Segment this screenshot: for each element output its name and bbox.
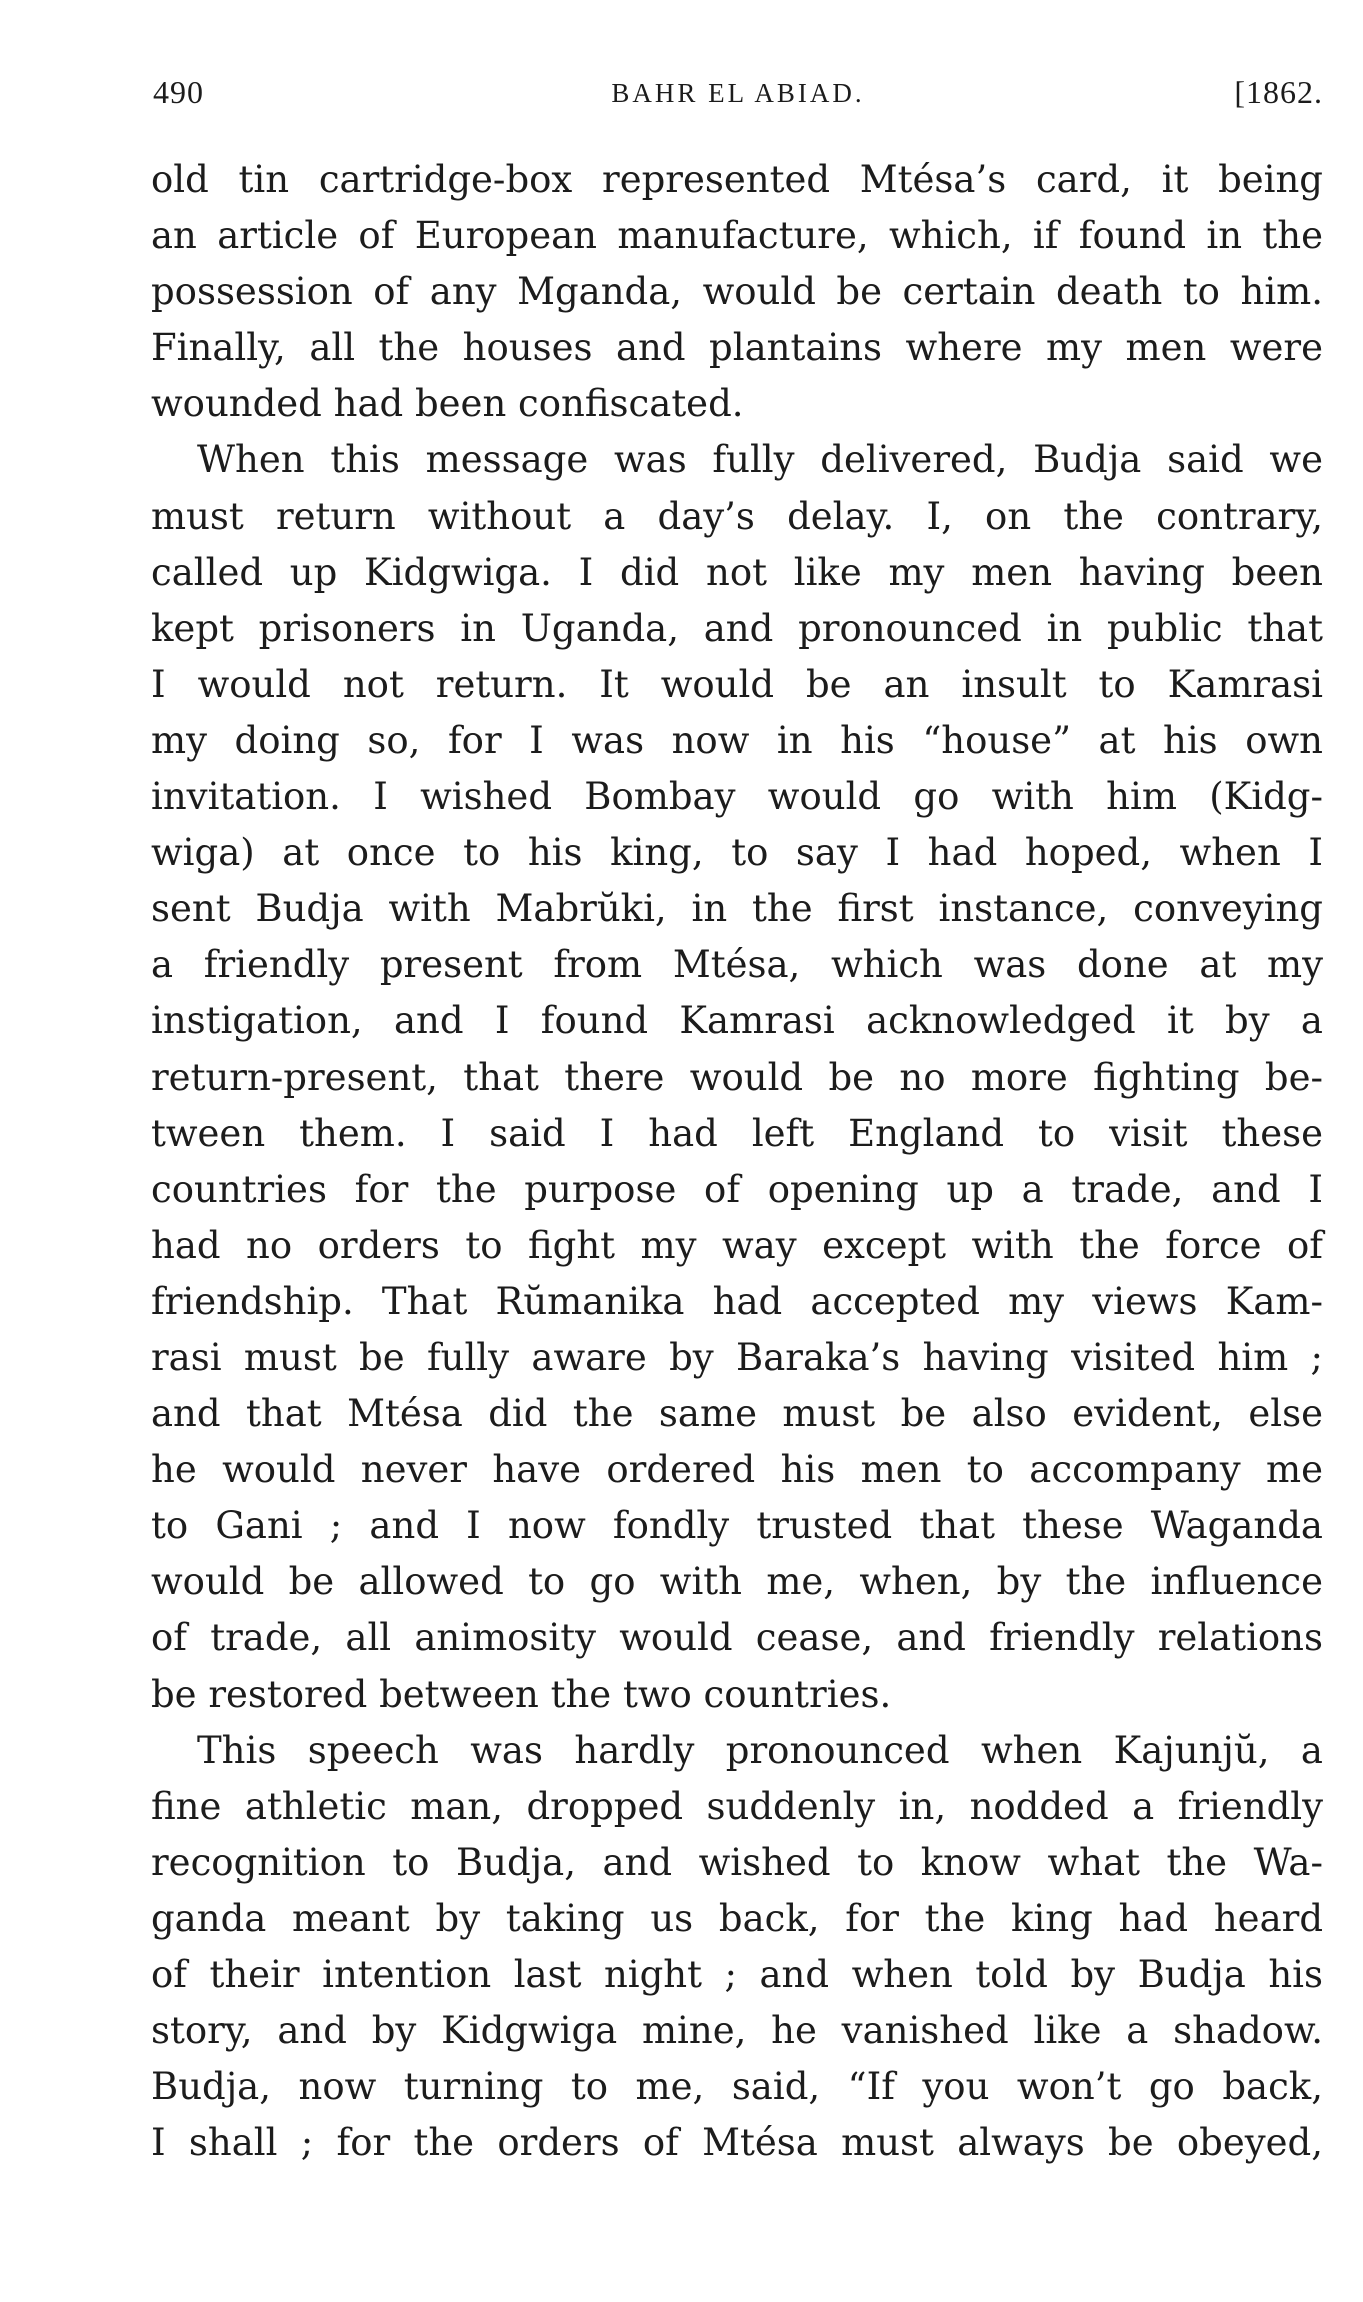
text-line: I would not return. It would be an insult to Kamrasi xyxy=(151,662,1323,706)
text-line: would be allowed to go with me, when, by the influence xyxy=(151,1560,1323,1604)
text-line: rasi must be fully aware by Baraka’s having visited him ; xyxy=(151,1335,1323,1379)
text-line: tween them. I said I had left England to visit these xyxy=(151,1111,1323,1155)
text-line: must return without a day’s delay. I, on the contrary, xyxy=(151,494,1323,538)
text-line: story, and by Kidgwiga mine, he vanished like a shadow. xyxy=(151,2009,1323,2053)
text-line: of their intention last night ; and when told by Budja his xyxy=(151,1953,1323,1996)
text-line: a friendly present from Mtésa, which was done at my xyxy=(151,943,1323,987)
text-line: instigation, and I found Kamrasi acknowledged it by a xyxy=(151,999,1323,1043)
text-line: invitation. I wished Bombay would go with him (Kidg- xyxy=(151,775,1323,819)
running-title: BAHR EL ABIAD. xyxy=(611,78,865,108)
text-line: had no orders to fight my way except with the force of xyxy=(151,1223,1323,1267)
text-line: fine athletic man, dropped suddenly in, nodded a friendly xyxy=(151,1784,1323,1828)
text-line: I shall ; for the orders of Mtésa must always be obeyed, xyxy=(151,2121,1323,2165)
text-line: kept prisoners in Uganda, and pronounced in public that xyxy=(151,606,1323,650)
text-line: When this message was fully delivered, Budja said we xyxy=(197,438,1323,482)
text-line: he would never have ordered his men to accompany me xyxy=(151,1448,1323,1492)
text-line: countries for the purpose of opening up a trade, and I xyxy=(151,1167,1323,1211)
page-number: 490 xyxy=(153,74,204,110)
text-line: to Gani ; and I now fondly trusted that these Waganda xyxy=(151,1504,1323,1548)
text-line: an article of European manufacture, which, if found in the xyxy=(151,214,1323,258)
text-line: old tin cartridge-box represented Mtésa’s card, it being xyxy=(151,158,1323,201)
text-line: return-present, that there would be no more fighting be- xyxy=(151,1055,1323,1099)
text-line: Budja, now turning to me, said, “If you won’t go back, xyxy=(151,2065,1323,2109)
text-line: This speech was hardly pronounced when Kajunjŭ, a xyxy=(197,1728,1323,1772)
text-line: sent Budja with Mabrŭki, in the first instance, conveying xyxy=(151,887,1323,931)
text-line: wiga) at once to his king, to say I had hoped, when I xyxy=(151,831,1323,875)
text-line: possession of any Mganda, would be certain death to him. xyxy=(151,270,1323,314)
text-line: ganda meant by taking us back, for the king had heard xyxy=(151,1896,1323,1940)
text-line: called up Kidgwiga. I did not like my men having been xyxy=(151,550,1323,594)
text-line: of trade, all animosity would cease, and friendly relations xyxy=(151,1616,1323,1660)
running-head xyxy=(153,74,1323,118)
text-line: recognition to Budja, and wished to know what the Wa- xyxy=(151,1840,1323,1884)
text-line: friendship. That Rŭmanika had accepted my views Kam- xyxy=(151,1279,1323,1323)
text-line: be restored between the two countries. xyxy=(151,1672,892,1716)
text-line: my doing so, for I was now in his “house” at his own xyxy=(151,718,1323,762)
body-text xyxy=(151,152,1323,2171)
running-year: [1862. xyxy=(1234,74,1323,110)
text-line: Finally, all the houses and plantains where my men were xyxy=(151,326,1323,370)
text-line: wounded had been confiscated. xyxy=(151,382,744,426)
text-line: and that Mtésa did the same must be also evident, else xyxy=(151,1392,1323,1436)
